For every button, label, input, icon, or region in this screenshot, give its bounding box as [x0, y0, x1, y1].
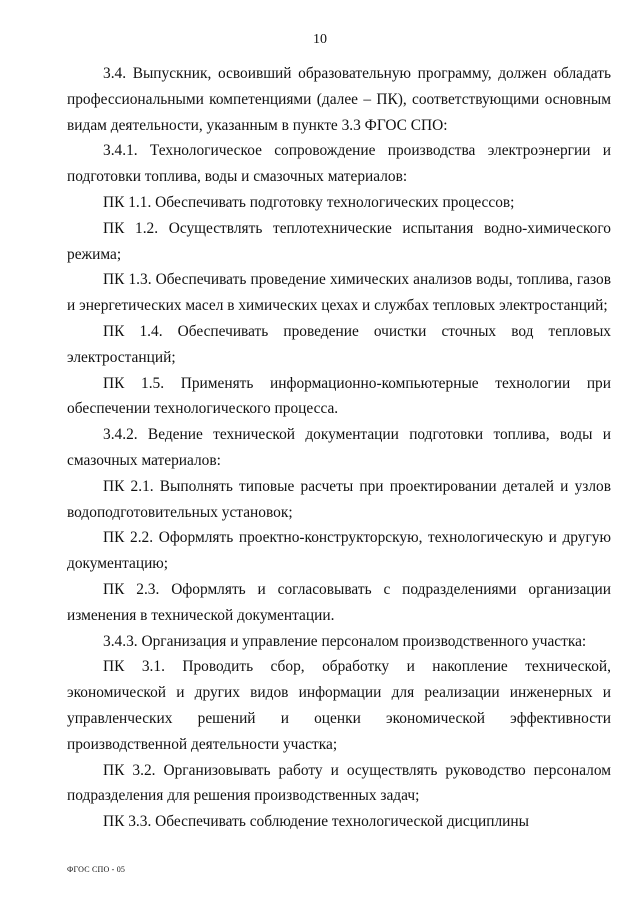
paragraph-pk-1-2: ПК 1.2. Осуществлять теплотехнические испытания водно-химического режима;	[67, 219, 611, 263]
paragraph-pk-1-3: ПК 1.3. Обеспечивать проведение химических анализов воды, топлива, газов и энергетических масел в химических цехах и службах тепловых электростанций;	[67, 271, 611, 315]
paragraph-pk-2-2: ПК 2.2. Оформлять проектно-конструкторскую, технологическую и другую документацию;	[67, 529, 611, 573]
paragraph-pk-1-5: ПК 1.5. Применять информационно-компьютерные технологии при обеспечении технологического процесса.	[67, 374, 611, 418]
paragraph-3-4-2: 3.4.2. Ведение технической документации подготовки топлива, воды и смазочных материалов:	[67, 426, 611, 469]
paragraph-pk-3-2: ПК 3.2. Организовывать работу и осуществлять руководство персоналом подразделения для решения производственных задач;	[67, 761, 611, 805]
footer-code: ФГОС СПО - 05	[67, 865, 126, 874]
paragraph-pk-2-3: ПК 2.3. Оформлять и согласовывать с подразделениями организации изменения в технической документации.	[67, 580, 611, 624]
paragraph-pk-2-1: ПК 2.1. Выполнять типовые расчеты при проектировании деталей и узлов водоподготовительных установок;	[67, 477, 611, 521]
paragraph-pk-1-4: ПК 1.4. Обеспечивать проведение очистки сточных вод тепловых электростанций;	[67, 322, 611, 366]
page-number: 10	[313, 32, 327, 47]
paragraph-3-4-3: 3.4.3. Организация и управление персоналом производственного участка:	[103, 632, 587, 650]
document-body	[67, 61, 611, 835]
paragraph-3-4-1: 3.4.1. Технологическое сопровождение производства электроэнергии и подготовки топлива, воды и смазочных материалов:	[67, 142, 611, 186]
paragraph-pk-3-1: ПК 3.1. Проводить сбор, обработку и накопление технической, экономической и других видов информации для реализации инженерных и управленческих решений и оценки экономической эффективности производственной деятельности участка;	[67, 658, 611, 753]
paragraph-pk-3-3: ПК 3.3. Обеспечивать соблюдение технологической дисциплины	[103, 813, 529, 831]
paragraph-3-4: 3.4. Выпускник, освоивший образовательную программу, должен обладать профессиональными компетенциями (далее – ПК), соответствующими основным видам деятельности, указанным в пункте 3.3 ФГОС СПО:	[67, 65, 611, 134]
paragraph-pk-1-1: ПК 1.1. Обеспечивать подготовку технологических процессов;	[103, 193, 515, 211]
